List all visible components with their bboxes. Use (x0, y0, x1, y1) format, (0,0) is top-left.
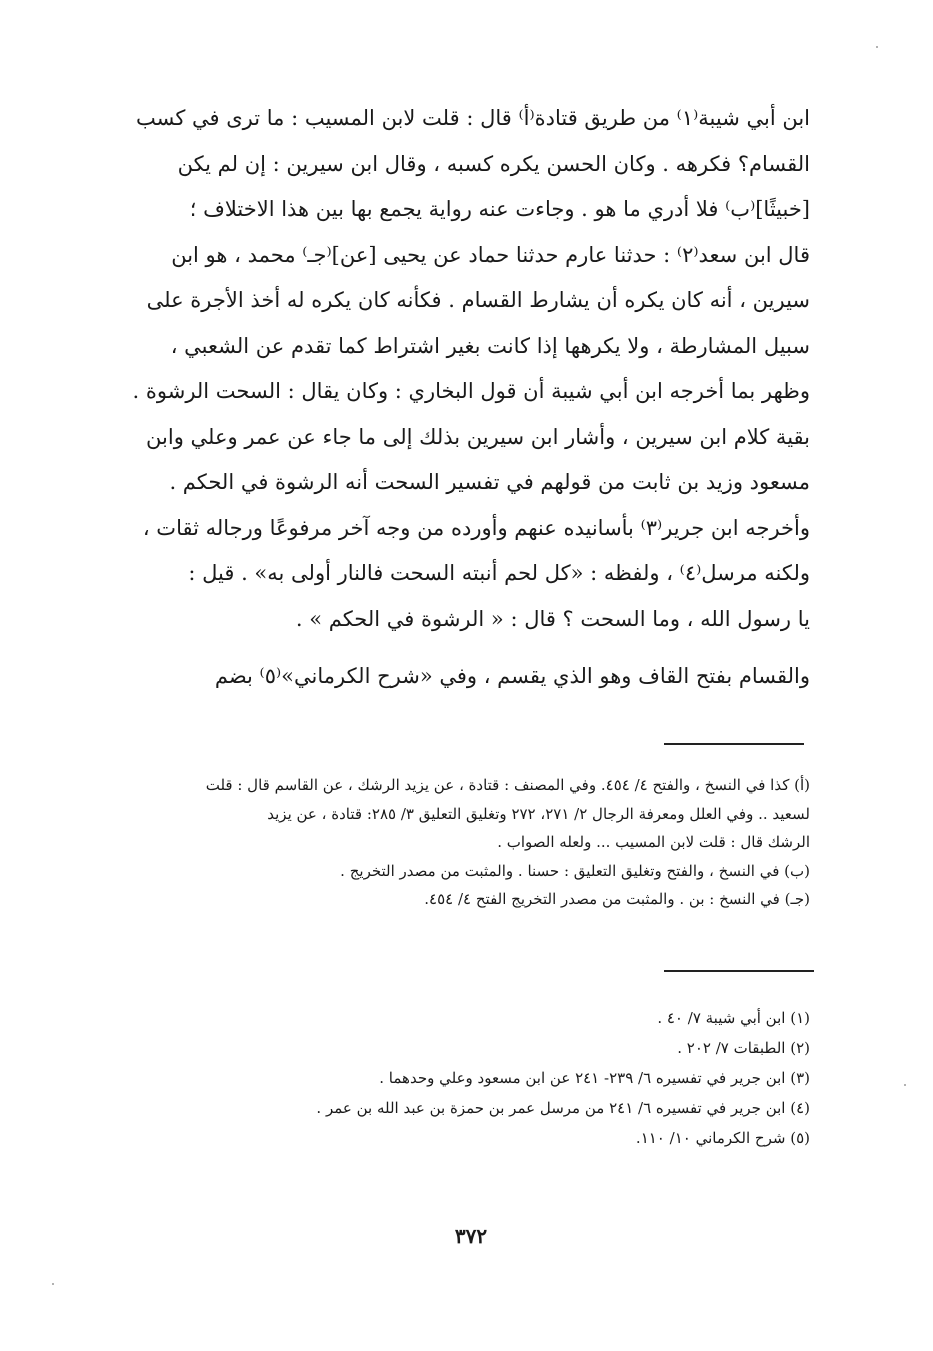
variant-note-line: لسعيد .. وفي العلل ومعرفة الرجال ٢/ ٢٧١، ٢٧٢ وتغليق التعليق ٣/ ٢٨٥: قتادة ، عن يزيد (267, 804, 810, 823)
body-line: سيرين ، أنه كان يكره أن يشارط القسام . فكأنه كان يكره له أخذ الأجرة على (146, 288, 810, 312)
body-line: ولكنه مرسل⁽٤⁾ ، ولفظه : «كل لحم أنبته السحت فالنار أولى به» . قيل : (188, 561, 810, 585)
body-line: القسام؟ فكرهه . وكان الحسن يكره كسبه ، وقال ابن سيرين : إن لم يكن (177, 151, 810, 176)
body-line: يا رسول الله ، وما السحت ؟ قال : « الرشوة في الحكم » . (295, 606, 810, 631)
body-line: بقية كلام ابن سيرين ، وأشار ابن سيرين بذلك إلى ما جاء عن عمر وعلي وابن (146, 424, 810, 449)
footnote-line: (٣) ابن جرير في تفسيره ٦/ ٢٣٩- ٢٤١ عن ابن مسعود وعلي وحدهما . (379, 1069, 810, 1087)
footnote-line: (١) ابن أبي شيبة ٧/ ٤٠ . (657, 1009, 810, 1027)
main-text (128, 96, 810, 700)
body-line: [خبيثًا]⁽ب⁾ فلا أدري ما هو . وجاءت عنه رواية يجمع بها بين هذا الاختلاف ؛ (189, 197, 810, 221)
variant-note-line: الرشك قال : قلت لابن المسيب ... ولعله الصواب . (497, 833, 810, 851)
footnote-line: (٤) ابن جرير في تفسيره ٦/ ٢٤١ من مرسل عمر بن حمزة بن عبد الله بن عمر . (316, 1099, 810, 1117)
body-line: سبيل المشارطة ، ولا يكرهها إذا كانت بغير اشتراط كما تقدم عن الشعبي ، (170, 333, 810, 358)
body-line: قال ابن سعد⁽٢⁾ : حدثنا عارم حدثنا حماد عن يحيى [عن]⁽جـ⁾ محمد ، هو ابن (171, 242, 810, 267)
scan-speck (904, 1084, 906, 1086)
body-line: وأخرجه ابن جرير⁽٣⁾ بأسانيده عنهم وأورده من وجه آخر مرفوعًا ورجاله ثقات ، (142, 515, 810, 540)
variant-notes-separator (664, 743, 804, 745)
paragraph-gap (128, 642, 810, 654)
body-line: ابن أبي شيبة⁽١⁾ من طريق قتادة⁽أ⁾ قال : قلت لابن المسيب : ما ترى في كسب (135, 106, 810, 130)
body-line: وظهر بما أخرجه ابن أبي شيبة أن قول البخاري : وكان يقال : السحت الرشوة . (132, 379, 810, 403)
variant-note-line: (ب) في النسخ ، والفتح وتغليق التعليق : حسنا . والمثبت من مصدر التخريج . (340, 861, 810, 880)
footnote-line: (٥) شرح الكرماني ١٠/ ١١٠. (635, 1129, 810, 1147)
variant-notes (150, 771, 810, 914)
source-footnotes (150, 1003, 810, 1153)
body-line-last: والقسام بفتح القاف وهو الذي يقسم ، وفي «شرح الكرماني»⁽٥⁾ بضم (214, 664, 810, 688)
variant-note-line: (أ) كذا في النسخ ، والفتح ٤/ ٤٥٤. وفي المصنف : قتادة ، عن يزيد الرشك ، عن القاسم قال : قلت (205, 776, 810, 794)
page-number: ٣٧٢ (454, 1224, 488, 1248)
footnote-line: (٢) الطبقات ٧/ ٢٠٢ . (677, 1039, 810, 1057)
variant-note-line: (جـ) في النسخ : بن . والمثبت من مصدر التخريج الفتح ٤/ ٤٥٤. (424, 890, 810, 908)
body-line: مسعود وزيد بن ثابت من قولهم في تفسير السحت أنه الرشوة في الحكم . (169, 470, 810, 494)
scan-speck (876, 46, 878, 48)
footnotes-separator (664, 970, 814, 972)
scan-speck (52, 1283, 54, 1285)
